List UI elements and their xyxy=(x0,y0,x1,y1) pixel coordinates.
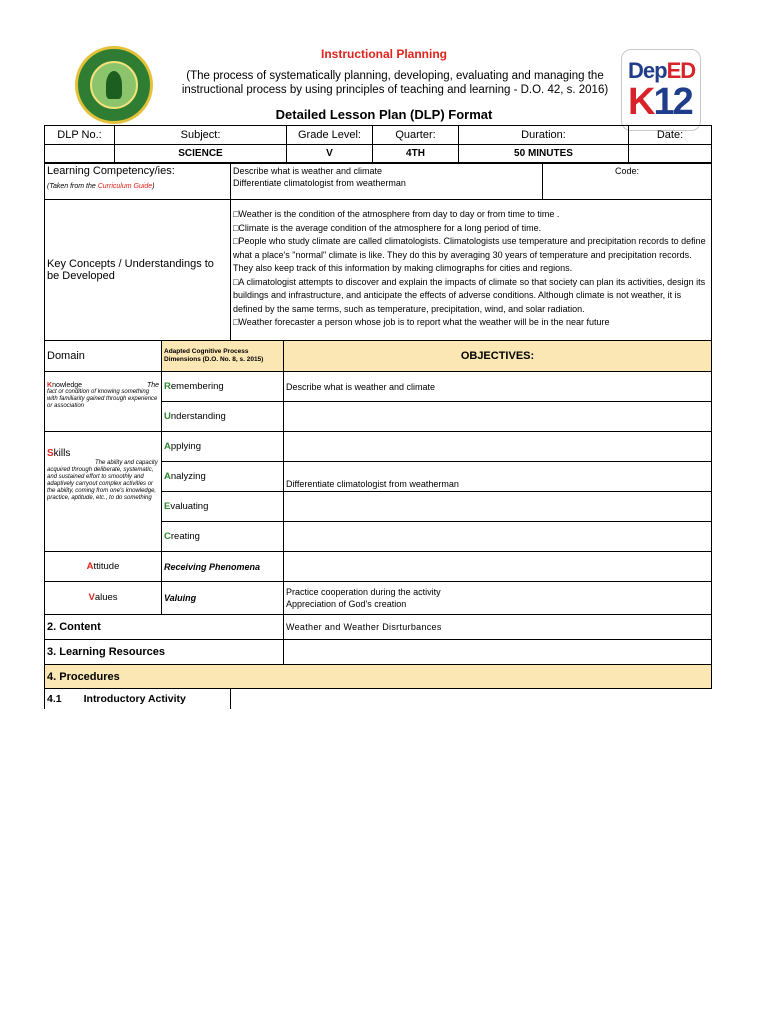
skills-description: The ability and capacity acquired through deliberate, systematic, and sustained effort to smoothly and adaptively carryout complex activities or the ability, coming from one's knowledge, practice, aptitude, etc., to do something xyxy=(47,460,158,501)
key-concepts-text xyxy=(231,200,712,341)
grade-label: Grade Level: xyxy=(287,126,373,145)
curriculum-guide-link[interactable]: Curriculum Guide xyxy=(97,183,153,190)
dimension-remembering: Remembering xyxy=(162,372,284,402)
procedures-header: 4. Procedures xyxy=(45,665,712,689)
competency-item: Describe what is weather and climate xyxy=(233,166,383,176)
objective-cell[interactable]: Describe what is weather and climate xyxy=(284,372,712,402)
attitude-domain: Attitude xyxy=(45,552,162,582)
key-concept-item: □Climate is the average condition of the atmosphere for a long period of time. xyxy=(233,222,542,233)
objective-cell[interactable]: Practice cooperation during the activity Appreciation of God's creation xyxy=(284,582,712,615)
objective-cell[interactable] xyxy=(284,552,712,582)
skills-domain: Skills The ability and capacity acquired through deliberate, systematic, and sustained effort to smoothly and adaptively carryout complex activities or the ability, coming from one's knowledge, practice, aptitude, etc., to do something xyxy=(45,432,162,552)
quarter-value[interactable]: 4TH xyxy=(373,145,459,163)
date-value[interactable] xyxy=(629,145,712,163)
competency-table xyxy=(44,163,712,341)
duration-value[interactable]: 50 MINUTES xyxy=(459,145,629,163)
page-title: Instructional Planning xyxy=(320,47,447,61)
date-label: Date: xyxy=(629,126,712,145)
dimension-header: Adapted Cognitive Process Dimensions (D.O. No. 8, s. 2015) xyxy=(162,341,284,372)
dimension-understanding: Understanding xyxy=(162,402,284,432)
dimension-analyzing: Analyzing xyxy=(162,462,284,492)
objectives-table xyxy=(44,340,712,615)
dlp-no-label: DLP No.: xyxy=(45,126,115,145)
sections-table xyxy=(44,614,712,709)
objectives-header: OBJECTIVES: xyxy=(284,341,712,372)
dimension-evaluating: Evaluating xyxy=(162,492,284,522)
resources-label: 3. Learning Resources xyxy=(45,640,284,665)
key-concept-item: □A climatologist attempts to discover and explain the impacts of climate so that society can plan its activities, design its buildings and infrastructure, and anticipate the effects of adverse conditions. Although climate is not weather, it is defined by the same terms, such as temperature, precipitation, wind, and solar radiation. xyxy=(233,276,706,314)
dimension-receiving-phenomena: Receiving Phenomena xyxy=(162,552,284,582)
info-table xyxy=(44,125,712,163)
dlp-no-value[interactable] xyxy=(45,145,115,163)
intro-activity-value[interactable] xyxy=(231,689,712,709)
deped-k12-logo: DepED K12 xyxy=(621,49,701,131)
competency-list xyxy=(231,164,543,200)
key-concept-item: □Weather is the condition of the atmosphere from day to day or from time to time . xyxy=(233,209,560,219)
intro-activity-label: 4.1 Introductory Activity xyxy=(45,689,231,709)
dlp-title: Detailed Lesson Plan (DLP) Format xyxy=(275,107,493,122)
content-value[interactable]: Weather and Weather Disrturbances xyxy=(284,615,712,640)
objective-cell[interactable] xyxy=(284,492,712,522)
grade-value[interactable]: V xyxy=(287,145,373,163)
page-subtitle: (The process of systematically planning, developing, evaluating and managing the instructional process by using principles of teaching and learning - D.O. 42, s. 2016) xyxy=(181,70,609,96)
values-domain: Values xyxy=(45,582,162,615)
code-label: Code: xyxy=(543,164,712,200)
duration-label: Duration: xyxy=(459,126,629,145)
key-concept-item: □Weather forecaster a person whose job is to report what the weather will be in the near future xyxy=(233,317,610,327)
content-label: 2. Content xyxy=(45,615,284,640)
domain-header: Domain xyxy=(45,341,162,372)
objective-cell[interactable]: Differentiate climatologist from weatherman xyxy=(284,462,712,492)
competency-label-cell xyxy=(45,164,231,200)
dimension-creating: Creating xyxy=(162,522,284,552)
key-concept-item: □People who study climate are called climatologists. Climatologists use temperature and precipitation records to define what a place's "normal" climate is like. They do this by averaging 30 years of temperature and precipitation records. They also keep track of this information by making climographs for cities and regions. xyxy=(233,236,706,273)
key-concepts-label: Key Concepts / Understandings to be Developed xyxy=(45,200,231,341)
quarter-label: Quarter: xyxy=(373,126,459,145)
competency-note: (Taken from the Curriculum Guide) xyxy=(47,183,155,190)
objective-cell[interactable] xyxy=(284,522,712,552)
objective-cell[interactable] xyxy=(284,402,712,432)
subject-value[interactable]: SCIENCE xyxy=(115,145,287,163)
knowledge-description: fact or condition of knowing something with familiarity gained through experience or association xyxy=(47,389,158,409)
competency-item: Differentiate climatologist from weatherman xyxy=(233,178,406,188)
objective-cell[interactable] xyxy=(284,432,712,462)
competency-label: Learning Competency/ies: xyxy=(47,165,175,177)
knowledge-domain: Knowledge The fact or condition of knowing something with familiarity gained through experience or association xyxy=(45,372,162,432)
dimension-valuing: Valuing xyxy=(162,582,284,615)
subject-label: Subject: xyxy=(115,126,287,145)
resources-value[interactable] xyxy=(284,640,712,665)
dimension-applying: Applying xyxy=(162,432,284,462)
